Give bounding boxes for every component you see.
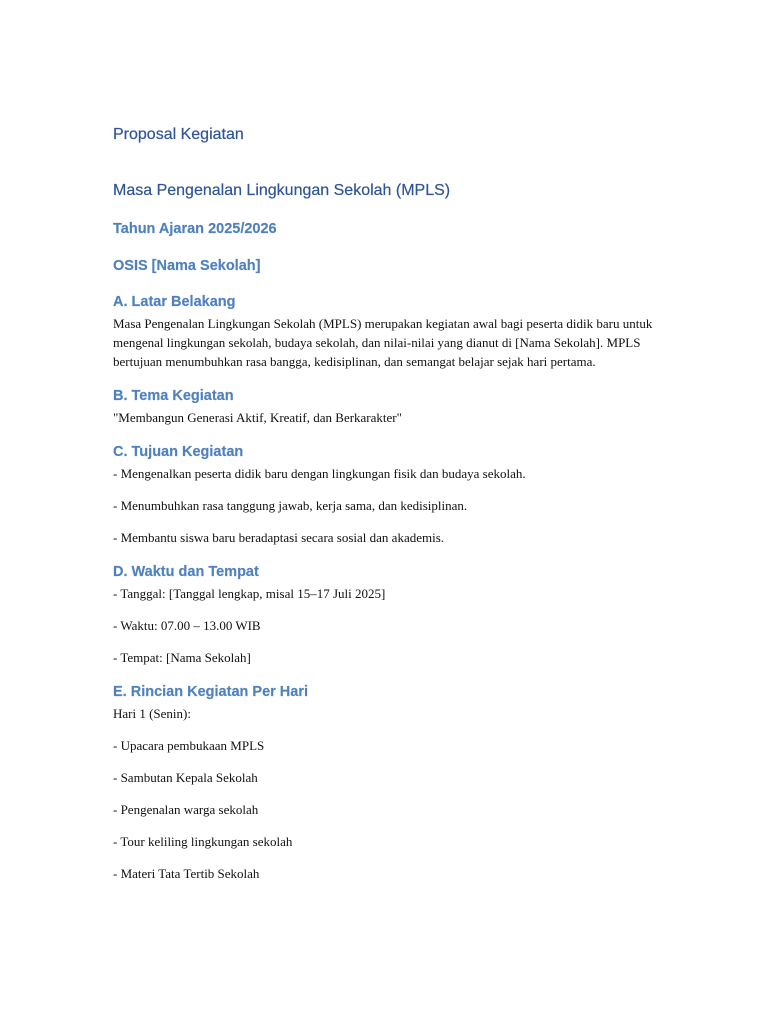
list-item: - Mengenalkan peserta didik baru dengan lingkungan fisik dan budaya sekolah. xyxy=(113,466,526,481)
theme-text: "Membangun Generasi Aktif, Kreatif, dan Berkarakter" xyxy=(113,410,402,425)
list-item: - Tanggal: [Tanggal lengkap, misal 15–17 Juli 2025] xyxy=(113,586,386,601)
list-item: - Pengenalan warga sekolah xyxy=(113,802,259,817)
document-page xyxy=(113,124,673,883)
section-heading-time-place: D. Waktu dan Tempat xyxy=(113,564,259,580)
event-title: Masa Pengenalan Lingkungan Sekolah (MPLS) xyxy=(113,182,451,199)
list-item: - Upacara pembukaan MPLS xyxy=(113,738,265,753)
section-heading-background: A. Latar Belakang xyxy=(113,294,236,310)
section-heading-theme: B. Tema Kegiatan xyxy=(113,388,234,404)
list-item: - Membantu siswa baru beradaptasi secara sosial dan akademis. xyxy=(113,530,445,545)
list-item: - Tempat: [Nama Sekolah] xyxy=(113,650,251,665)
list-item: - Tour keliling lingkungan sekolah xyxy=(113,834,293,849)
list-item: - Sambutan Kepala Sekolah xyxy=(113,770,258,785)
organizer: OSIS [Nama Sekolah] xyxy=(113,258,261,274)
section-heading-daily-schedule: E. Rincian Kegiatan Per Hari xyxy=(113,684,309,700)
day-label: Hari 1 (Senin): xyxy=(113,706,191,721)
list-item: - Menumbuhkan rasa tanggung jawab, kerja sama, dan kedisiplinan. xyxy=(113,498,468,513)
background-paragraph: Masa Pengenalan Lingkungan Sekolah (MPLS) merupakan kegiatan awal bagi peserta didik baru untuk mengenal lingkungan sekolah, budaya sekolah, dan nilai-nilai yang dianut di [Nama Sekolah]. MPLS bertujuan menumbuhkan rasa bangga, kedisiplinan, dan semangat belajar sejak hari pertama. xyxy=(113,316,653,369)
document-title: Proposal Kegiatan xyxy=(113,126,244,143)
section-heading-objectives: C. Tujuan Kegiatan xyxy=(113,444,244,460)
list-item: - Materi Tata Tertib Sekolah xyxy=(113,866,260,881)
list-item: - Waktu: 07.00 – 13.00 WIB xyxy=(113,618,261,633)
academic-year: Tahun Ajaran 2025/2026 xyxy=(113,221,277,237)
